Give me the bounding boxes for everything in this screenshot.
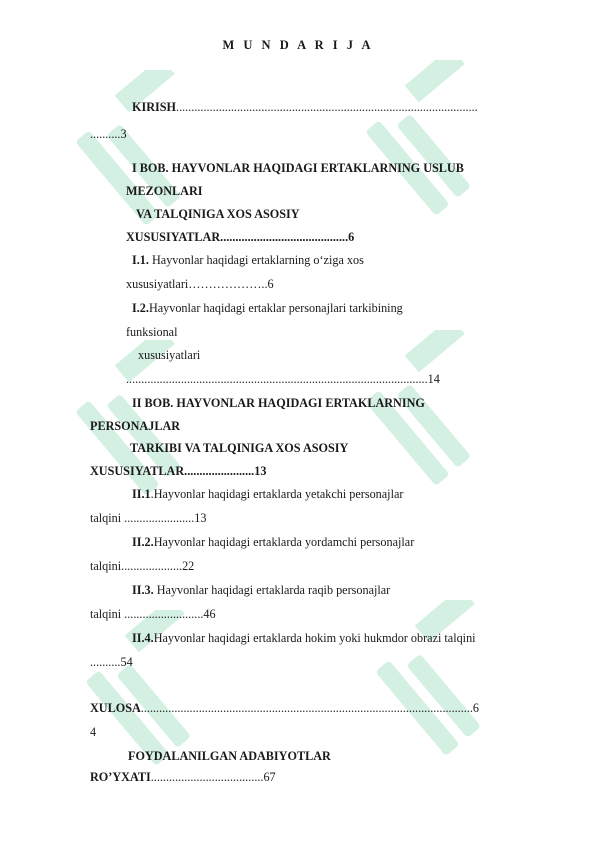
toc-entry-xulosa[interactable] [90, 701, 479, 716]
toc-page-number: 4 [90, 725, 97, 739]
toc-section-title: Hayvonlar haqidagi ertaklarda raqib personajlar [153, 583, 391, 597]
toc-section-number: II.2. [132, 535, 154, 549]
toc-label: KIRISH [132, 100, 177, 114]
toc-section-2-1[interactable] [132, 487, 403, 502]
toc-label: RO’YXATI [90, 770, 151, 784]
watermark-logo-icon [370, 600, 520, 770]
toc-section-2-3-page[interactable]: talqini ..........................46 [90, 607, 216, 621]
toc-page-number: ..........3 [90, 127, 127, 141]
toc-section-1-1[interactable] [132, 253, 364, 268]
toc-section-1-1-page[interactable]: xususiyatlari………………..6 [126, 277, 274, 291]
toc-chapter-2-line1[interactable]: II BOB. HAYVONLAR HAQIDAGI ERTAKLARNING [132, 396, 425, 410]
toc-entry-bibliography-line2[interactable] [90, 770, 276, 785]
toc-chapter-1-line4[interactable]: XUSUSIYATLAR..........................................6 [126, 230, 355, 244]
toc-chapter-1-line2[interactable]: MEZONLARI [126, 184, 203, 198]
toc-section-number: II.4. [132, 631, 154, 645]
toc-section-number: II.1 [132, 487, 151, 501]
toc-section-2-3[interactable] [132, 583, 390, 598]
toc-section-2-1-page[interactable]: talqini .......................13 [90, 511, 207, 525]
toc-section-2-2-page[interactable]: talqini....................22 [90, 559, 195, 573]
toc-section-2-2[interactable] [132, 535, 414, 550]
toc-section-title: Hayvonlar haqidagi ertaklar personajlari tarkibining [148, 301, 403, 315]
toc-section-number: II.3. [132, 583, 154, 597]
toc-chapter-2-line3[interactable]: TARKIBI VA TALQINIGA XOS ASOSIY [130, 441, 349, 455]
toc-section-number: I.2. [132, 301, 149, 315]
toc-section-2-4[interactable] [132, 631, 476, 646]
toc-entry-bibliography-line1[interactable]: FOYDALANILGAN ADABIYOTLAR [128, 749, 331, 763]
toc-entry-kirish[interactable] [132, 100, 478, 115]
page-title: M U N D A R I J A [222, 38, 374, 52]
toc-leader: .............................................................................................................6 [140, 701, 479, 715]
watermark-logo-icon [360, 60, 510, 230]
toc-section-title: Hayvonlar haqidagi ertaklarning o‘ziga xos [148, 253, 364, 267]
toc-chapter-1-line3[interactable]: VA TALQINIGA XOS ASOSIY [136, 207, 300, 221]
toc-section-title: .Hayvonlar haqidagi ertaklarda yetakchi personajlar [150, 487, 404, 501]
toc-leader: .....................................67 [150, 770, 276, 784]
toc-leader: ................................................................................................... [176, 100, 478, 114]
toc-section-1-2-line2[interactable]: funksional [126, 325, 178, 339]
toc-section-1-2[interactable] [132, 301, 403, 316]
toc-section-number: I.1. [132, 253, 149, 267]
watermark-logo-icon [360, 330, 510, 500]
toc-chapter-2-line2[interactable]: PERSONAJLAR [90, 419, 181, 433]
toc-section-1-2-line3[interactable]: xususiyatlari [138, 348, 201, 362]
toc-section-title: Hayvonlar haqidagi ertaklarda hokim yoki hukmdor obrazi talqini [153, 631, 476, 645]
toc-chapter-1-line1[interactable]: I BOB. HAYVONLAR HAQIDAGI ERTAKLARNING USLUB [132, 161, 464, 175]
toc-section-title: Hayvonlar haqidagi ertaklarda yordamchi personajlar [153, 535, 415, 549]
toc-label: XULOSA [90, 701, 141, 715]
toc-section-2-4-page[interactable]: ..........54 [90, 655, 133, 669]
toc-section-1-2-page[interactable]: ...................................................................................................14 [126, 372, 440, 386]
toc-chapter-2-line4[interactable]: XUSUSIYATLAR.......................13 [90, 464, 267, 478]
